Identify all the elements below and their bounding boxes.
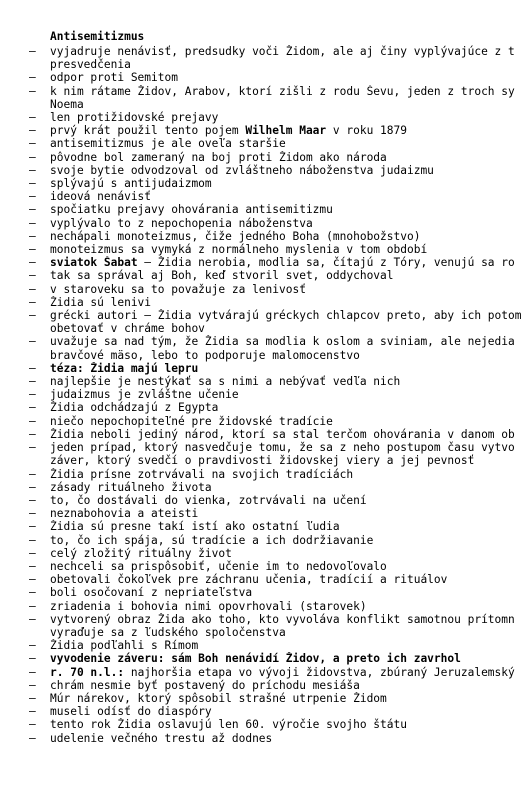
list-item-line	[50, 124, 528, 137]
list-bullet-dash: –	[29, 427, 36, 441]
text: najhoršia etapa vo vývoji židovstva, zbúraný Jeruzalemský	[124, 665, 515, 679]
list-bullet-dash: –	[29, 203, 36, 217]
list-item	[0, 613, 528, 639]
text: Židia sú presne takí istí ako ostatní ľudia	[50, 520, 340, 534]
list-item	[0, 124, 528, 137]
list-item-line	[50, 613, 528, 626]
list-item	[0, 428, 528, 441]
text: svoje bytie odvodzoval od zvláštneho náboženstva judaizmu	[50, 163, 434, 177]
list-item	[0, 401, 528, 414]
list-bullet-dash: –	[29, 388, 36, 402]
list-item-line	[50, 639, 528, 652]
text: niečo nepochopiteľné pre židovské tradície	[50, 414, 333, 428]
list-bullet-dash: –	[29, 705, 36, 719]
bold-text: téza: Židia majú lepru	[50, 361, 199, 375]
list-item	[0, 705, 528, 718]
list-item-line	[50, 560, 528, 573]
list-bullet-dash: –	[29, 731, 36, 745]
list-item	[0, 243, 528, 256]
list-item	[0, 269, 528, 282]
list-item	[0, 692, 528, 705]
text: grécki autori – Židia vytvárajú gréckych chlapcov preto, aby ich potom	[50, 309, 522, 323]
list-bullet-dash: –	[29, 639, 36, 653]
list-item-line	[50, 666, 528, 679]
list-item	[0, 111, 528, 124]
list-item-line	[50, 243, 528, 256]
list-item	[0, 600, 528, 613]
list-item-line	[50, 375, 528, 388]
text: bravčové mäso, lebo to podporuje malomocenstvo	[50, 348, 360, 362]
bold-text: sviatok Šabat	[50, 256, 138, 270]
list-item-line	[50, 164, 528, 177]
list-item	[0, 560, 528, 573]
list-item-line	[50, 494, 528, 507]
list-bullet-dash: –	[29, 335, 36, 349]
text: to, čo dostávali do vienka, zotrvávali na učení	[50, 493, 367, 507]
list-item-line	[50, 705, 528, 718]
bold-text: Wilhelm Maar	[245, 124, 327, 138]
list-item	[0, 718, 528, 731]
text: tak sa správal aj Boh, keď stvoril svet, oddychoval	[50, 269, 394, 283]
list-item	[0, 494, 528, 507]
list-bullet-dash: –	[29, 150, 36, 164]
list-item-line	[50, 283, 528, 296]
list-item-line	[50, 692, 528, 705]
list-item-line	[50, 45, 528, 58]
list-bullet-dash: –	[29, 256, 36, 270]
list-bullet-dash: –	[29, 137, 36, 151]
list-bullet-dash: –	[29, 480, 36, 494]
list-item-line	[50, 573, 528, 586]
text: celý zložitý rituálny život	[50, 546, 232, 560]
list-item-line	[50, 322, 528, 335]
list-bullet-dash: –	[29, 612, 36, 626]
list-item-line	[50, 71, 528, 84]
list-bullet-dash: –	[29, 414, 36, 428]
list-item	[0, 732, 528, 745]
list-item-line	[50, 58, 528, 71]
list-item-line	[50, 151, 528, 164]
text: neznabohovia a ateisti	[50, 507, 199, 521]
text: vytvorený obraz Žida ako toho, kto vyvoláva konflikt samotnou prítomn	[50, 612, 515, 626]
list-bullet-dash: –	[29, 467, 36, 481]
text: boli osočovaní z nepriateľstva	[50, 586, 253, 600]
list-bullet-dash: –	[29, 229, 36, 243]
list-item-line	[50, 309, 528, 322]
text: v roku 1879	[326, 124, 407, 138]
text: spočiatku prejavy ohovárania antisemitizmu	[50, 203, 333, 217]
list-bullet-dash: –	[29, 375, 36, 389]
text: Židia odchádzajú z Egypta	[50, 401, 219, 415]
list-item	[0, 296, 528, 309]
list-item	[0, 415, 528, 428]
list-bullet-dash: –	[29, 295, 36, 309]
list-bullet-dash: –	[29, 177, 36, 191]
text: nechceli sa prispôsobiť, učenie im to nedovoľovalo	[50, 559, 387, 573]
list-item-line	[50, 362, 528, 375]
text: chrám nesmie byť postavený do príchodu mesiáša	[50, 678, 360, 692]
list-item-line	[50, 441, 528, 454]
list-bullet-dash: –	[29, 665, 36, 679]
text: ideová nenávisť	[50, 190, 152, 204]
text: prvý krát použil tento pojem	[50, 124, 246, 138]
list-item-line	[50, 137, 528, 150]
bold-text: vyvodenie záveru: sám Boh nenávidí Židov, a preto ich zavrhol	[50, 652, 461, 666]
list-item	[0, 203, 528, 216]
document-title: Antisemitizmus	[50, 30, 145, 43]
list-item	[0, 256, 528, 269]
list-bullet-dash: –	[29, 124, 36, 138]
text: najlepšie je nestýkať sa s nimi a nebývať vedľa nich	[50, 375, 401, 389]
list-item-line	[50, 626, 528, 639]
text: antisemitizmus je ale oveľa staršie	[50, 137, 286, 151]
list-item	[0, 164, 528, 177]
list-item	[0, 151, 528, 164]
list-item	[0, 190, 528, 203]
text: obetovali čokoľvek pre záchranu učenia, tradícií a rituálov	[50, 573, 448, 587]
list-bullet-dash: –	[29, 84, 36, 98]
text: k nim rátame Židov, Arabov, ktorí zišli z rodu Ševu, jeden z troch sy	[50, 84, 515, 98]
text: odpor proti Semitom	[50, 71, 178, 85]
list-bullet-dash: –	[29, 361, 36, 375]
list-item	[0, 375, 528, 388]
list-item-line	[50, 732, 528, 745]
text: zriadenia i bohovia nimi opovrhovali (starovek)	[50, 599, 367, 613]
list-bullet-dash: –	[29, 652, 36, 666]
text: Múr nárekov, ktorý spôsobil strašné utrpenie Židom	[50, 691, 387, 705]
text: udelenie večného trestu až dodnes	[50, 731, 273, 745]
list-bullet-dash: –	[29, 71, 36, 85]
text: – Židia nerobia, modlia sa, čítajú z Tóry, venujú sa ro	[137, 256, 515, 270]
list-item	[0, 217, 528, 230]
text: judaizmus je zvláštne učenie	[50, 388, 239, 402]
list-item-line	[50, 217, 528, 230]
list-item	[0, 468, 528, 481]
bold-text: r. 70 n.l.:	[50, 665, 125, 679]
text: len protižidovské prejavy	[50, 111, 219, 125]
list-item	[0, 45, 528, 71]
list-item	[0, 586, 528, 599]
list-item-line	[50, 468, 528, 481]
list-item-line	[50, 415, 528, 428]
list-item-line	[50, 177, 528, 190]
list-item-line	[50, 507, 528, 520]
list-item	[0, 507, 528, 520]
text: nechápali monoteizmus, čiže jedného Boha (mnohobožstvo)	[50, 229, 421, 243]
list-item-line	[50, 534, 528, 547]
list-item-line	[50, 520, 528, 533]
text: obetovať v chráme bohov	[50, 322, 205, 336]
list-item-line	[50, 98, 528, 111]
list-item	[0, 573, 528, 586]
list-bullet-dash: –	[29, 401, 36, 415]
list-bullet-dash: –	[29, 507, 36, 521]
list-bullet-dash: –	[29, 111, 36, 125]
list-item-line	[50, 481, 528, 494]
list-item-line	[50, 388, 528, 401]
text: museli odísť do diaspóry	[50, 705, 212, 719]
list-bullet-dash: –	[29, 216, 36, 230]
list-bullet-dash: –	[29, 678, 36, 692]
list-bullet-dash: –	[29, 190, 36, 204]
list-bullet-dash: –	[29, 599, 36, 613]
list-item-line	[50, 428, 528, 441]
list-item	[0, 230, 528, 243]
text: Židia sú lenivi	[50, 295, 152, 309]
list-item	[0, 534, 528, 547]
text: Židia podľahli s Rímom	[50, 639, 199, 653]
bullet-list	[0, 45, 528, 745]
list-item	[0, 520, 528, 533]
list-item-line	[50, 256, 528, 269]
list-item	[0, 177, 528, 190]
list-item-line	[50, 349, 528, 362]
list-bullet-dash: –	[29, 441, 36, 455]
text: vyraďuje sa z ľudského spoločenstva	[50, 625, 286, 639]
list-item-line	[50, 718, 528, 731]
list-bullet-dash: –	[29, 163, 36, 177]
text: v staroveku sa to považuje za lenivosť	[50, 282, 306, 296]
list-item	[0, 652, 528, 665]
list-item	[0, 85, 528, 111]
list-item	[0, 679, 528, 692]
list-item-line	[50, 203, 528, 216]
list-item-line	[50, 230, 528, 243]
text: pôvodne bol zameraný na boj proti Židom ako národa	[50, 150, 387, 164]
list-bullet-dash: –	[29, 573, 36, 587]
list-bullet-dash: –	[29, 493, 36, 507]
list-bullet-dash: –	[29, 691, 36, 705]
list-bullet-dash: –	[29, 718, 36, 732]
text: monoteizmus sa vymyká z normálneho myslenia v tom období	[50, 243, 428, 257]
list-bullet-dash: –	[29, 533, 36, 547]
list-item	[0, 547, 528, 560]
text: vyjadruje nenávisť, predsudky voči Židom, ale aj činy vyplývajúce z t	[50, 45, 515, 58]
list-item-line	[50, 190, 528, 203]
text: jeden prípad, ktorý nasvedčuje tomu, že sa z neho postupom času vytvo	[50, 441, 515, 455]
list-item-line	[50, 679, 528, 692]
text: to, čo ich spája, sú tradície a ich dodržiavanie	[50, 533, 374, 547]
list-item-line	[50, 111, 528, 124]
list-item	[0, 639, 528, 652]
list-bullet-dash: –	[29, 243, 36, 257]
text: splývajú s antijudaizmom	[50, 177, 212, 191]
list-item-line	[50, 547, 528, 560]
list-item-line	[50, 296, 528, 309]
text: presvedčenia	[50, 58, 131, 72]
list-item-line	[50, 335, 528, 348]
list-item	[0, 481, 528, 494]
text: vyplývalo to z nepochopenia náboženstva	[50, 216, 313, 230]
list-bullet-dash: –	[29, 520, 36, 534]
list-item-line	[50, 85, 528, 98]
list-item	[0, 441, 528, 467]
list-item-line	[50, 652, 528, 665]
text: uvažuje sa nad tým, že Židia sa modlia k oslom a sviniam, ale nejedia	[50, 335, 515, 349]
list-item-line	[50, 269, 528, 282]
list-bullet-dash: –	[29, 559, 36, 573]
list-item-line	[50, 454, 528, 467]
list-item	[0, 309, 528, 335]
list-bullet-dash: –	[29, 309, 36, 323]
list-item-line	[50, 401, 528, 414]
list-bullet-dash: –	[29, 586, 36, 600]
text: zásady rituálneho života	[50, 480, 212, 494]
text: Židia neboli jediný národ, ktorí sa stal terčom ohovárania v danom ob	[50, 427, 515, 441]
text: Noema	[50, 97, 84, 111]
list-item-line	[50, 600, 528, 613]
list-item	[0, 388, 528, 401]
list-item	[0, 362, 528, 375]
list-bullet-dash: –	[29, 269, 36, 283]
list-bullet-dash: –	[29, 282, 36, 296]
list-item	[0, 335, 528, 361]
list-item	[0, 137, 528, 150]
text: záver, ktorý svedčí o pravdivosti židovskej viery a jej pevnosť	[50, 454, 475, 468]
list-item	[0, 71, 528, 84]
text: tento rok Židia oslavujú len 60. výročie svojho štátu	[50, 718, 407, 732]
list-bullet-dash: –	[29, 45, 36, 58]
text: Židia prísne zotrvávali na svojich tradíciách	[50, 467, 354, 481]
list-bullet-dash: –	[29, 546, 36, 560]
list-item	[0, 283, 528, 296]
list-item	[0, 666, 528, 679]
list-item-line	[50, 586, 528, 599]
